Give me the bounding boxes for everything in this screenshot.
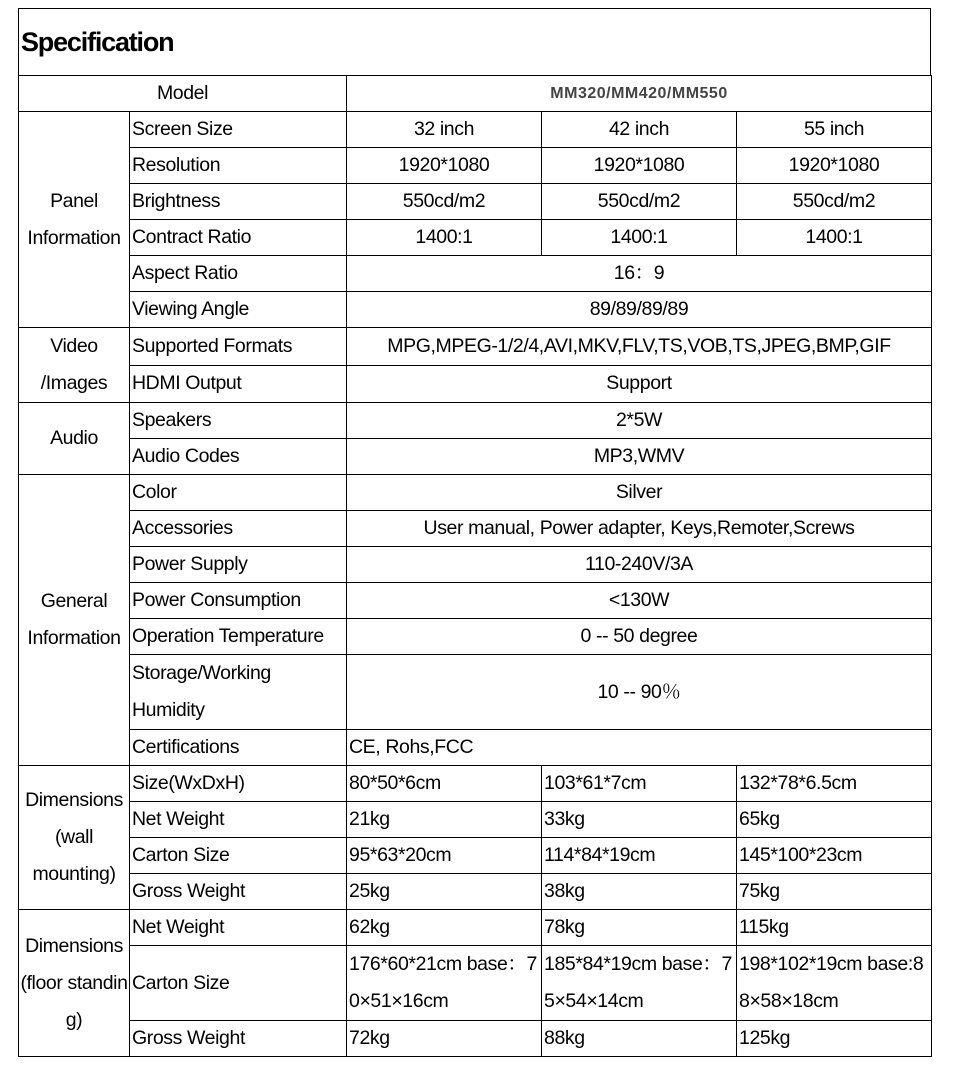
table-row xyxy=(19,619,932,655)
table-row xyxy=(19,910,932,946)
cell: 125kg xyxy=(737,1021,932,1057)
row-label: Power Supply xyxy=(130,547,347,583)
cell: 176*60*21cm base：70×51×16cm xyxy=(347,946,542,1021)
cell: Silver xyxy=(347,475,932,511)
row-label: HDMI Output xyxy=(130,365,347,403)
row-label: Gross Weight xyxy=(130,1021,347,1057)
table-row xyxy=(19,475,932,511)
cell: 198*102*19cm base:88×58×18cm xyxy=(737,946,932,1021)
table-row xyxy=(19,148,932,184)
row-label: Size(WxDxH) xyxy=(130,766,347,802)
cell: <130W xyxy=(347,583,932,619)
table-row xyxy=(19,328,932,366)
cell: 114*84*19cm xyxy=(542,838,737,874)
cell: 72kg xyxy=(347,1021,542,1057)
table-row xyxy=(19,802,932,838)
model-label: Model xyxy=(19,76,347,112)
table-row xyxy=(19,112,932,148)
spec-table xyxy=(18,75,932,1057)
cell: 1400:1 xyxy=(737,220,932,256)
row-label: Audio Codes xyxy=(130,439,347,475)
cell: 75kg xyxy=(737,874,932,910)
cell: 33kg xyxy=(542,802,737,838)
group-dimensions-floor: Dimensions(floor standing) xyxy=(19,910,130,1057)
cell: 21kg xyxy=(347,802,542,838)
table-row xyxy=(19,220,932,256)
row-label: Accessories xyxy=(130,511,347,547)
row-label: Screen Size xyxy=(130,112,347,148)
cell: 25kg xyxy=(347,874,542,910)
cell: 550cd/m2 xyxy=(347,184,542,220)
spec-sheet xyxy=(18,8,931,1057)
cell: 95*63*20cm xyxy=(347,838,542,874)
cell: 132*78*6.5cm xyxy=(737,766,932,802)
cell: 185*84*19cm base：75×54×14cm xyxy=(542,946,737,1021)
cell: User manual, Power adapter, Keys,Remoter,Screws xyxy=(347,511,932,547)
cell: 10 -- 90％ xyxy=(347,655,932,730)
group-dimensions-wall: Dimensions (wall mounting) xyxy=(19,766,130,910)
cell: 2*5W xyxy=(347,403,932,439)
cell: 1920*1080 xyxy=(542,148,737,184)
cell: 145*100*23cm xyxy=(737,838,932,874)
table-row xyxy=(19,547,932,583)
cell: 89/89/89/89 xyxy=(347,292,932,328)
group-audio: Audio xyxy=(19,403,130,475)
cell: MPG,MPEG-1/2/4,AVI,MKV,FLV,TS,VOB,TS,JPEG,BMP,GIF xyxy=(347,328,932,366)
table-row xyxy=(19,76,932,112)
cell: 1400:1 xyxy=(542,220,737,256)
cell: 115kg xyxy=(737,910,932,946)
group-video-images: Video /Images xyxy=(19,328,130,403)
row-label: Carton Size xyxy=(130,838,347,874)
cell: 88kg xyxy=(542,1021,737,1057)
cell: 80*50*6cm xyxy=(347,766,542,802)
group-general-information: General Information xyxy=(19,475,130,766)
table-row xyxy=(19,655,932,730)
row-label: Contract Ratio xyxy=(130,220,347,256)
table-row xyxy=(19,730,932,766)
cell: 62kg xyxy=(347,910,542,946)
table-row xyxy=(19,946,932,1021)
row-label: Operation Temperature xyxy=(130,619,347,655)
cell: 38kg xyxy=(542,874,737,910)
cell: 42 inch xyxy=(542,112,737,148)
cell: 78kg xyxy=(542,910,737,946)
table-row xyxy=(19,766,932,802)
row-label: Storage/Working Humidity xyxy=(130,655,347,730)
cell: Support xyxy=(347,365,932,403)
table-row xyxy=(19,403,932,439)
row-label: Certifications xyxy=(130,730,347,766)
cell: CE, Rohs,FCC xyxy=(347,730,932,766)
table-row xyxy=(19,256,932,292)
cell: 1400:1 xyxy=(347,220,542,256)
table-row xyxy=(19,874,932,910)
cell: 1920*1080 xyxy=(737,148,932,184)
row-label: Viewing Angle xyxy=(130,292,347,328)
row-label: Carton Size xyxy=(130,946,347,1021)
table-row xyxy=(19,511,932,547)
row-label: Gross Weight xyxy=(130,874,347,910)
row-label: Net Weight xyxy=(130,802,347,838)
row-label: Brightness xyxy=(130,184,347,220)
row-label: Resolution xyxy=(130,148,347,184)
group-panel-information: Panel Information xyxy=(19,112,130,328)
cell: MP3,WMV xyxy=(347,439,932,475)
table-row xyxy=(19,439,932,475)
row-label: Power Consumption xyxy=(130,583,347,619)
cell: 110-240V/3A xyxy=(347,547,932,583)
row-label: Net Weight xyxy=(130,910,347,946)
cell: 55 inch xyxy=(737,112,932,148)
table-row xyxy=(19,292,932,328)
cell: 550cd/m2 xyxy=(737,184,932,220)
cell: 550cd/m2 xyxy=(542,184,737,220)
cell: 103*61*7cm xyxy=(542,766,737,802)
cell: 65kg xyxy=(737,802,932,838)
cell: 1920*1080 xyxy=(347,148,542,184)
model-value: MM320/MM420/MM550 xyxy=(347,76,932,112)
table-row xyxy=(19,583,932,619)
cell: 0 -- 50 degree xyxy=(347,619,932,655)
table-row xyxy=(19,1021,932,1057)
cell: 16：9 xyxy=(347,256,932,292)
row-label: Color xyxy=(130,475,347,511)
row-label: Supported Formats xyxy=(130,328,347,366)
page-title: Specification xyxy=(18,8,931,75)
row-label: Aspect Ratio xyxy=(130,256,347,292)
cell: 32 inch xyxy=(347,112,542,148)
row-label: Speakers xyxy=(130,403,347,439)
table-row xyxy=(19,838,932,874)
table-row xyxy=(19,184,932,220)
table-row xyxy=(19,365,932,403)
